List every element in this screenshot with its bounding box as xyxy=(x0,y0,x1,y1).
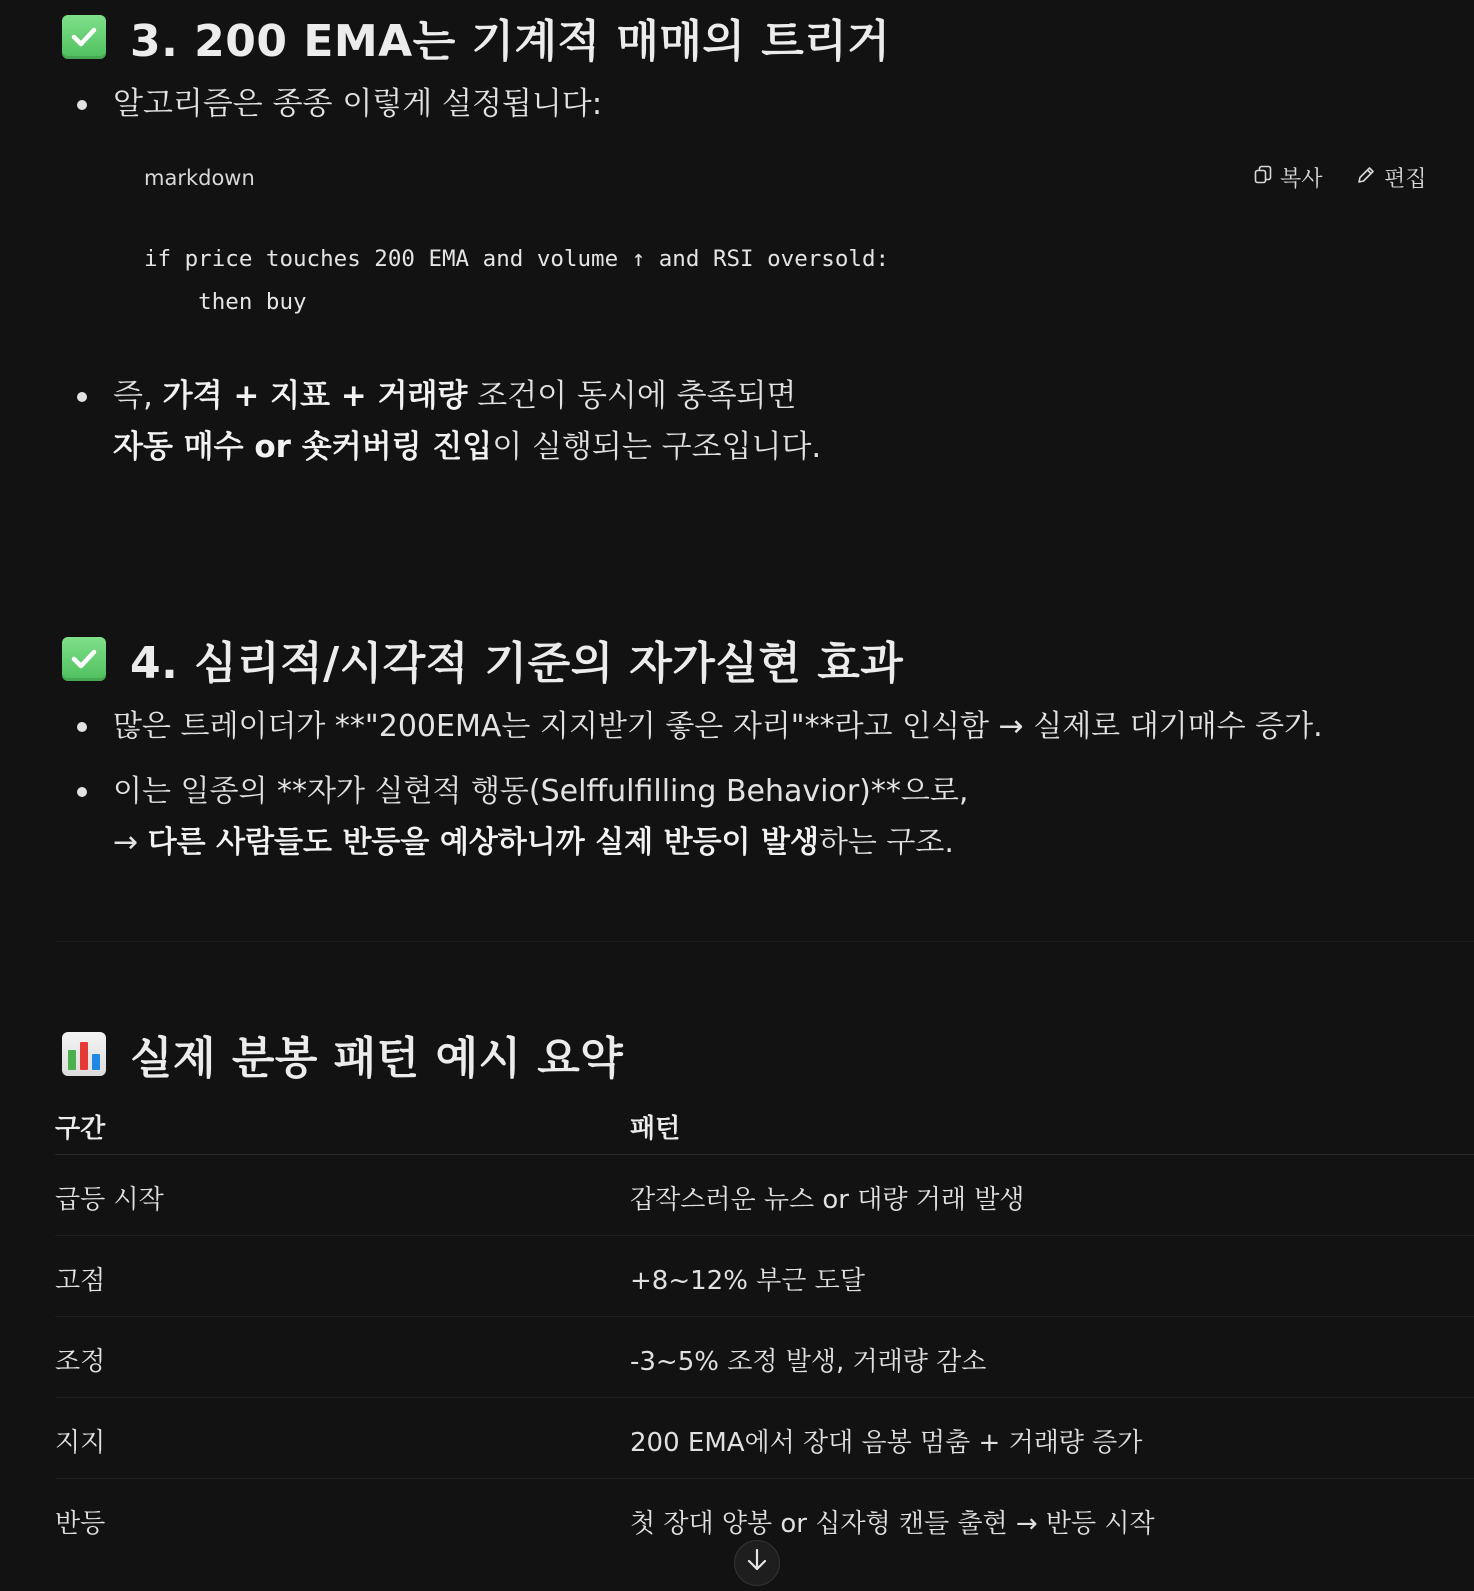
table-cell: 조정 xyxy=(55,1347,106,1377)
copy-label: 복사 xyxy=(1280,167,1323,192)
code-language-label: markdown xyxy=(144,166,255,190)
table-cell: 첫 장대 양봉 or 십자형 캔들 출현 → 반등 시작 xyxy=(630,1509,1155,1539)
row-divider xyxy=(55,1397,1474,1398)
bold-text: 다른 사람들도 반등을 예상하니까 실제 반등이 발생 xyxy=(147,825,819,860)
scroll-down-button[interactable] xyxy=(734,1540,780,1586)
check-mark-icon xyxy=(62,637,106,681)
section-4-heading xyxy=(62,627,903,691)
table-cell: 급등 시작 xyxy=(55,1185,164,1215)
code-block xyxy=(120,136,1474,344)
arrow-text: → xyxy=(113,825,148,860)
row-divider xyxy=(55,1316,1474,1317)
edit-label: 편집 xyxy=(1384,167,1427,192)
list-item xyxy=(113,701,1323,752)
row-divider xyxy=(55,1478,1474,1479)
copy-button[interactable] xyxy=(1254,162,1323,193)
row-divider xyxy=(55,1235,1474,1236)
arrow-down-icon xyxy=(746,1548,768,1579)
bar-chart-icon xyxy=(62,1032,106,1076)
list-item xyxy=(113,79,602,130)
bullet-dot xyxy=(77,787,87,797)
bullet-dot xyxy=(77,100,87,110)
bullet-text: 이 실행되는 구조입니다. xyxy=(492,429,822,465)
code-line: then buy xyxy=(144,289,307,315)
table-cell: -3~5% 조정 발생, 거래량 감소 xyxy=(630,1347,987,1377)
copy-icon xyxy=(1254,165,1272,191)
bullet-text: 알고리즘은 종종 이렇게 설정됩니다: xyxy=(113,86,603,122)
check-mark-icon xyxy=(62,15,106,59)
section-divider xyxy=(55,941,1474,942)
table-header-section: 구간 xyxy=(55,1114,106,1144)
bullet-dot xyxy=(77,722,87,732)
bullet-text: 하는 구조. xyxy=(818,825,954,860)
list-item xyxy=(113,371,821,473)
list-item xyxy=(113,766,968,868)
table-cell: 반등 xyxy=(55,1509,106,1539)
bullet-text: 즉, xyxy=(113,378,163,414)
section-3-heading xyxy=(62,5,890,69)
table-cell: 지지 xyxy=(55,1428,106,1458)
bullet-text: 조건이 동시에 충족되면 xyxy=(467,378,797,414)
bold-text: 가격 + 지표 + 거래량 xyxy=(162,378,468,414)
code-line: if price touches 200 EMA and volume ↑ and RSI oversold: xyxy=(144,246,890,272)
pencil-icon xyxy=(1356,165,1376,191)
bullet-text: 이는 일종의 **자가 실현적 행동(Selffulfilling Behavior)**으로, xyxy=(113,774,969,809)
section-3-title: 3. 200 EMA는 기계적 매매의 트리거 xyxy=(130,16,891,67)
table-cell: 갑작스러운 뉴스 or 대량 거래 발생 xyxy=(630,1185,1025,1215)
edit-button[interactable] xyxy=(1356,162,1427,193)
table-cell: +8~12% 부근 도달 xyxy=(630,1266,865,1296)
section-4-title: 4. 심리적/시각적 기준의 자가실현 효과 xyxy=(130,638,904,689)
summary-heading xyxy=(62,1022,623,1086)
table-cell: 고점 xyxy=(55,1266,106,1296)
summary-title: 실제 분봉 패턴 예시 요약 xyxy=(130,1033,624,1084)
table-cell: 200 EMA에서 장대 음봉 멈춤 + 거래량 증가 xyxy=(630,1428,1143,1458)
bold-text: 자동 매수 or 숏커버링 진입 xyxy=(113,429,493,465)
table-header-divider xyxy=(55,1154,1474,1155)
bullet-text: 많은 트레이더가 **"200EMA는 지지받기 좋은 자리"**라고 인식함 → 실제로 대기매수 증가. xyxy=(113,709,1323,744)
bullet-dot xyxy=(77,392,87,402)
table-header-pattern: 패턴 xyxy=(630,1114,681,1144)
